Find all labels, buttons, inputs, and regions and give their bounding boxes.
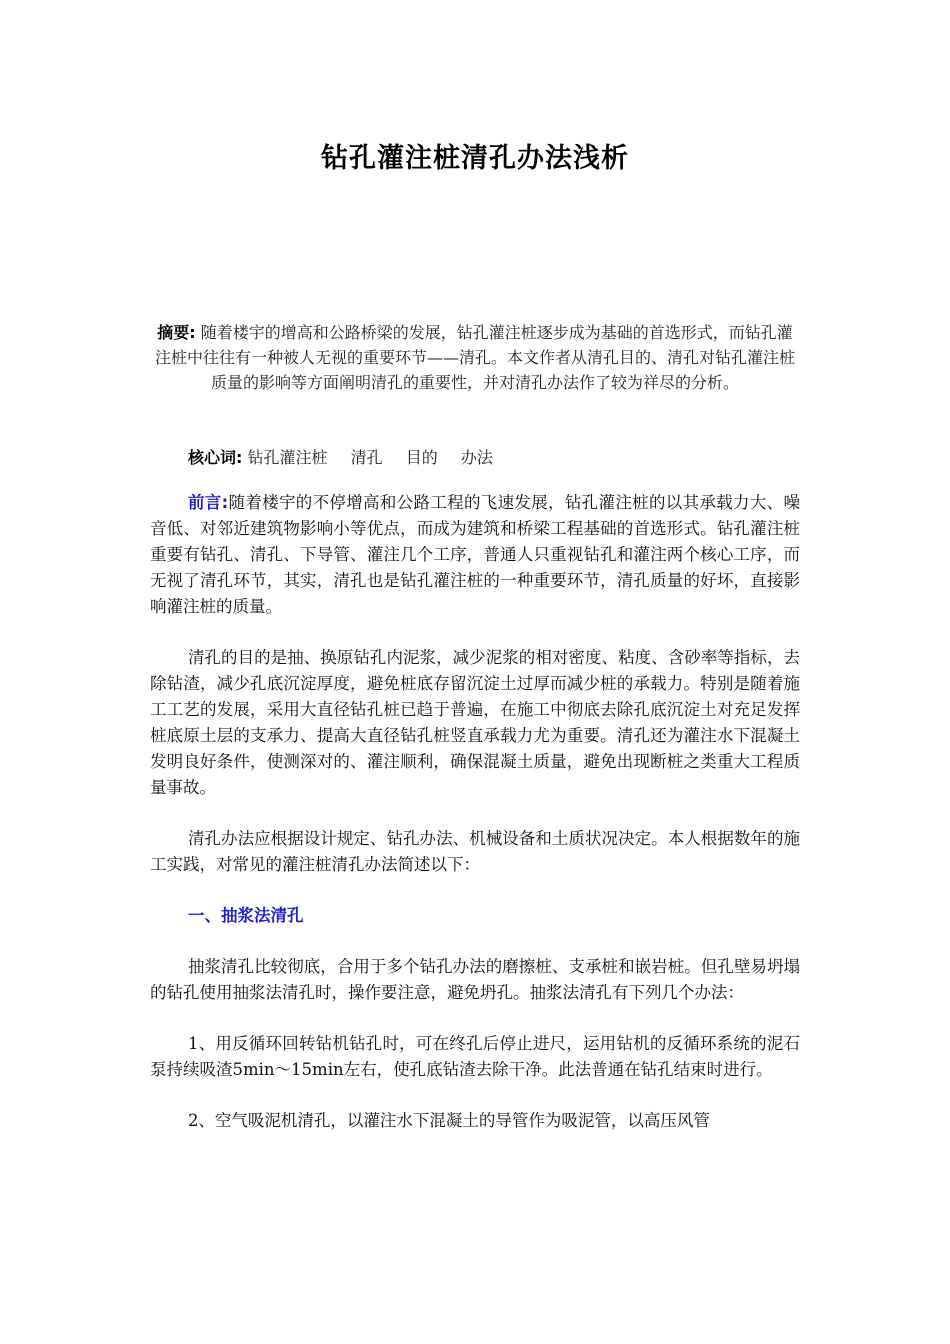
keyword-item: 清孔 (350, 448, 383, 467)
section1-intro-paragraph: 抽浆清孔比较彻底，合用于多个钻孔办法的磨擦桩、支承桩和嵌岩桩。但孔壁易坍塌的钻孔使用抽浆法清孔时，操作要注意，避免坍孔。抽浆法清孔有下列几个办法： (150, 957, 800, 1002)
preface-paragraph (150, 490, 800, 620)
abstract-text: 随着楼宇的增高和公路桥梁的发展，钻孔灌注桩逐步成为基础的首选形式，而钻孔灌注桩中往往有一种被人无视的重要环节——清孔。本文作者从清孔目的、清孔对钻孔灌注桩质量的影响等方面阐明清孔的重要性，并对清孔办法作了较为祥尽的分析。 (155, 323, 796, 392)
methods-intro-paragraph: 清孔办法应根据设计规定、钻孔办法、机械设备和土质状况决定。本人根据数年的施工实践，对常见的灌注桩清孔办法简述以下： (150, 829, 800, 874)
list-item-paragraph: 2、空气吸泥机清孔，以灌注水下混凝土的导管作为吸泥管，以高压风管 (187, 1111, 710, 1130)
purpose-paragraph: 清孔的目的是抽、换原钻孔内泥浆，减少泥浆的相对密度、粘度、含砂率等指标，去除钻渣，减少孔底沉淀厚度，避免桩底存留沉淀土过厚而减少桩的承载力。特别是随着施工工艺的发展，采用大直径钻孔桩已趋于普遍，在施工中彻底去除孔底沉淀土对充足发挥桩底原土层的支承力、提高大直径钻孔桩竖直承载力尤为重要。清孔还为灌注水下混凝土发明良好条件，使测深对的、灌注顺利，确保混凝土质量，避免出现断桩之类重大工程质量事故。 (150, 648, 800, 797)
abstract-label: 摘要: (157, 323, 196, 342)
keywords-block (188, 446, 808, 470)
keyword-item: 钻孔灌注桩 (247, 448, 328, 467)
abstract-block (155, 320, 795, 395)
document-body (150, 490, 800, 1159)
keyword-item: 办法 (460, 448, 493, 467)
preface-label: 前言: (187, 493, 229, 512)
list-item-paragraph: 1、用反循环回转钻机钻孔时，可在终孔后停止进尺，运用钻机的反循环系统的泥石泵持续吸渣5min～15min左右，使孔底钻渣去除干净。此法普通在钻孔结束时进行。 (150, 1034, 800, 1079)
document-title: 钻孔灌注桩清孔办法浅析 (321, 143, 629, 174)
keywords-label: 核心词: (188, 448, 243, 467)
section-heading: 一、抽浆法清孔 (187, 906, 304, 925)
keyword-item: 目的 (405, 448, 438, 467)
preface-text: 随着楼宇的不停增高和公路工程的飞速发展，钻孔灌注桩的以其承载力大、噪音低、对邻近建筑物影响小等优点，而成为建筑和桥梁工程基础的首选形式。钻孔灌注桩重要有钻孔、清孔、下导管、灌注几个工序，普通人只重视钻孔和灌注两个核心工序，而无视了清孔环节，其实，清孔也是钻孔灌注桩的一种重要环节，清孔质量的好坏，直接影响灌注桩的质量。 (150, 493, 801, 616)
